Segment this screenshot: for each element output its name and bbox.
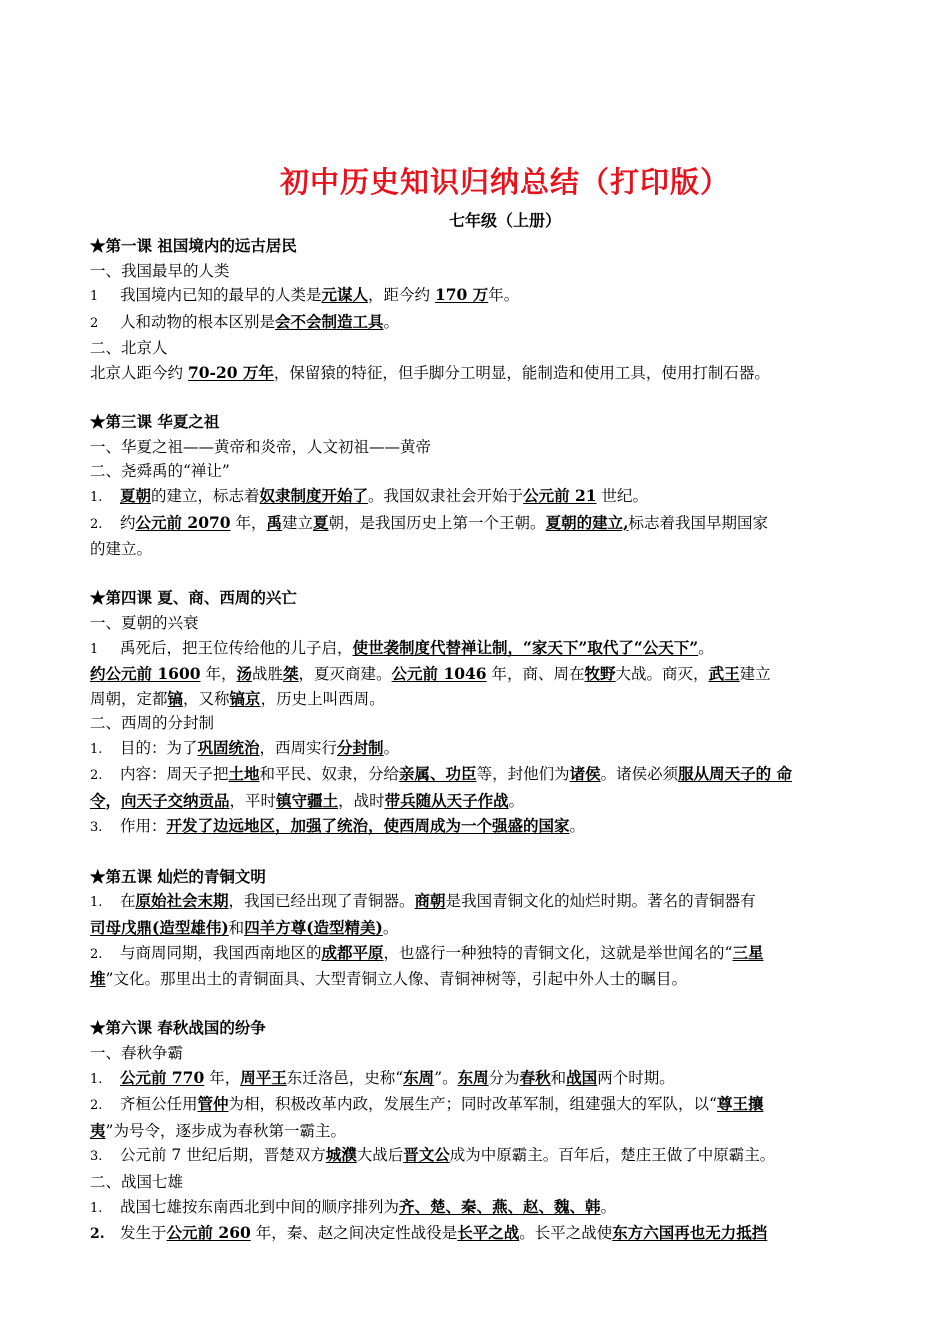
lesson-3-heading: ★第三课 华夏之祖 bbox=[90, 412, 220, 432]
document-subtitle: 七年级（上册） bbox=[448, 211, 561, 230]
document-title: 初中历史知识归纳总结（打印版） bbox=[279, 165, 730, 199]
lesson-6-section-2: 二、战国七雄 bbox=[90, 1172, 184, 1191]
document-page bbox=[90, 160, 920, 1247]
lesson-6-item-1: 1. 公元前 770 年，周平王东迁洛邑，史称“东周”。东周分为春秋和战国两个时期。 bbox=[90, 1067, 675, 1087]
lesson-4-item-1: 1 禹死后，把王位传给他的儿子启，使世袭制度代替禅让制，“家天下”取代了“公天下”。 bbox=[90, 637, 714, 657]
lesson-1-section-1: 一、我国最早的人类 bbox=[90, 261, 230, 280]
lesson-4-section-1: 一、夏朝的兴衰 bbox=[90, 613, 199, 632]
lesson-1-item-1: 1 我国境内已知的最早的人类是元谋人，距今约 170 万年。 bbox=[90, 285, 520, 305]
lesson-4-item-3: 2. 内容：周天子把土地和平民、奴隶，分给亲属、功臣等，封他们为诸侯。诸侯必须服从周天子的 命 bbox=[90, 764, 793, 784]
lesson-5-heading: ★第五课 灿烂的青铜文明 bbox=[90, 866, 266, 886]
lesson-6-heading: ★第六课 春秋战国的纷争 bbox=[90, 1018, 266, 1038]
lesson-6-item-3: 3. 公元前 7 世纪后期，晋楚双方城濮大战后晋文公成为中原霸主。百年后，楚庄王做了中原霸主。 bbox=[90, 1145, 776, 1165]
lesson-5-item-2: 2. 与商周同期，我国西南地区的成都平原，也盛行一种独特的青铜文化，这就是举世闻名的“三星 bbox=[90, 942, 764, 962]
lesson-1-section-2: 二、北京人 bbox=[90, 339, 168, 358]
lesson-4-item-2: 1. 目的：为了巩固统治，西周实行分封制。 bbox=[90, 737, 400, 757]
lesson-3-section-2: 二、尧舜禹的“禅让” bbox=[90, 462, 230, 481]
lesson-3-item-1: 1. 夏朝的建立，标志着奴隶制度开始了。我国奴隶社会开始于公元前 21 世纪。 bbox=[90, 485, 648, 505]
lesson-3-item-2: 2. 约公元前 2070 年，禹建立夏朝，是我国历史上第一个王朝。夏朝的建立,标志着我国早期国家 bbox=[90, 512, 768, 532]
lesson-5-item-1: 1. 在原始社会末期，我国已经出现了青铜器。商朝是我国青铜文化的灿烂时期。著名的青铜器有 bbox=[90, 891, 756, 911]
lesson-5-item-1-cont: 司母戊鼎(造型雄伟)和四羊方尊(造型精美)。 bbox=[90, 918, 399, 938]
lesson-4-item-3-cont: 令，向天子交纳贡品，平时镇守疆土，战时带兵随从天子作战。 bbox=[90, 791, 525, 811]
lesson-4-paragraph-2: 周朝，定都镐，又称镐京，历史上叫西周。 bbox=[90, 688, 385, 708]
lesson-6-item-2-cont: 夷”为号令，逐步成为春秋第一霸主。 bbox=[90, 1120, 346, 1140]
lesson-6-item-5: 2. 发生于公元前 260 年，秦、赵之间决定性战役是长平之战。长平之战使东方六国再也无力抵挡 bbox=[90, 1223, 768, 1243]
lesson-1-item-2: 2 人和动物的根本区别是会不会制造工具。 bbox=[90, 311, 400, 331]
lesson-4-heading: ★第四课 夏、商、西周的兴亡 bbox=[90, 588, 297, 608]
lesson-6-item-2: 2. 齐桓公任用管仲为相，积极改革内政，发展生产；同时改革军制，组建强大的军队，以“尊王攘 bbox=[90, 1094, 764, 1114]
lesson-5-item-2-cont: 堆”文化。那里出土的青铜面具、大型青铜立人像、青铜神树等，引起中外人士的瞩目。 bbox=[90, 969, 687, 989]
lesson-1-heading: ★第一课 祖国境内的远古居民 bbox=[90, 236, 297, 255]
lesson-4-paragraph-1: 约公元前 1600 年，汤战胜桀，夏灭商建。公元前 1046 年，商、周在牧野大战。商灭，武王建立 bbox=[90, 664, 771, 684]
lesson-3-item-2-cont: 的建立。 bbox=[90, 540, 153, 559]
lesson-6-item-4: 1. 战国七雄按东南西北到中间的顺序排列为齐、楚、秦、燕、赵、魏、韩。 bbox=[90, 1196, 617, 1216]
lesson-1-paragraph-1: 北京人距今约 70-20 万年，保留猿的特征，但手脚分工明显，能制造和使用工具，使用打制石器。 bbox=[90, 362, 770, 382]
lesson-3-section-1: 一、华夏之祖——黄帝和炎帝，人文初祖——黄帝 bbox=[90, 437, 432, 456]
lesson-6-section-1: 一、春秋争霸 bbox=[90, 1044, 184, 1062]
lesson-4-item-4: 3. 作用：开发了边远地区，加强了统治，使西周成为一个强盛的国家。 bbox=[90, 815, 586, 835]
lesson-4-section-2: 二、西周的分封制 bbox=[90, 714, 215, 733]
